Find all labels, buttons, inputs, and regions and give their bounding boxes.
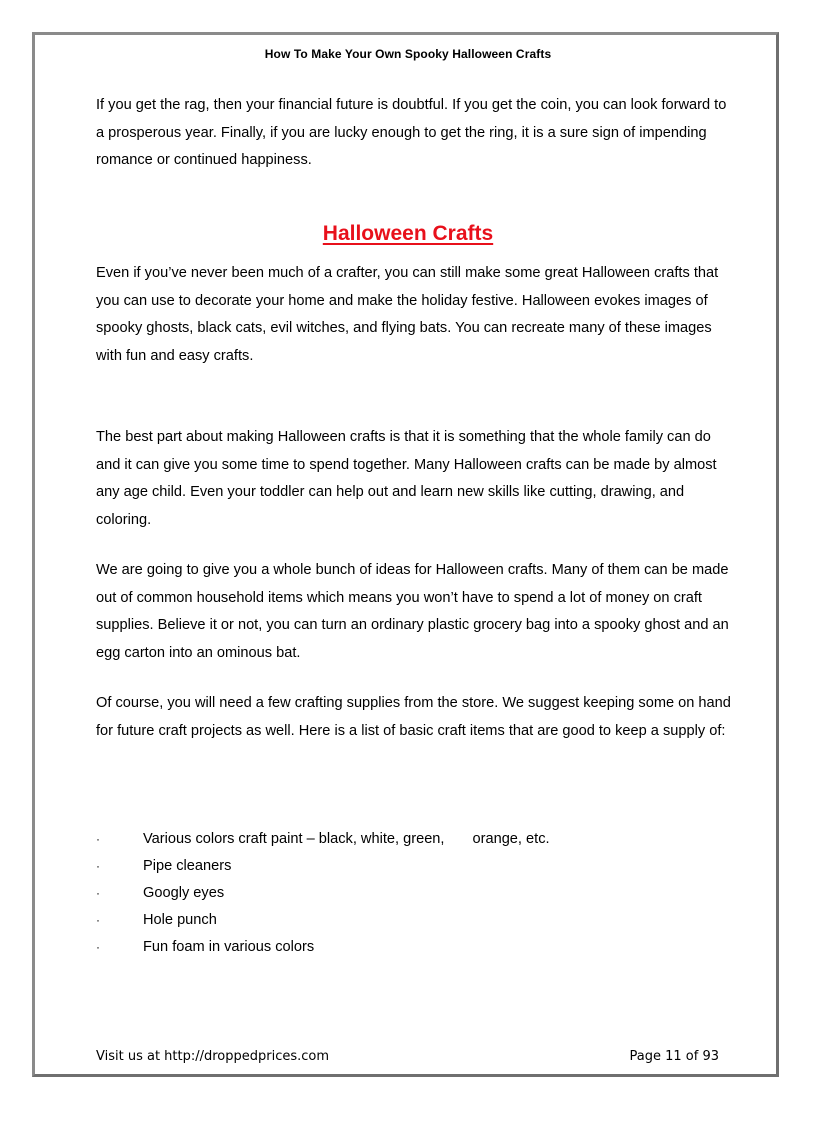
bullet-icon: · (96, 913, 100, 927)
bullet-icon: · (96, 940, 100, 954)
list-item-text: Googly eyes (143, 885, 225, 901)
bullet-icon: · (96, 886, 100, 900)
list-item (96, 880, 736, 907)
running-header: How To Make Your Own Spooky Halloween Crafts (264, 47, 552, 61)
body-paragraph-3: We are going to give you a whole bunch of ideas for Halloween crafts. Many of them can be made out of common household items which means you won’t have to spend a lot of money on craft supplies. Believe it or not, you can turn an ordinary plastic grocery bag into a spooky ghost and an egg carton into an ominous bat. (96, 562, 729, 661)
list-item-text: Various colors craft paint – black, white, green, (143, 831, 445, 847)
list-item (96, 907, 736, 934)
footer-page-number: Page 11 of 93 (629, 1049, 719, 1064)
body-paragraph-2: The best part about making Halloween crafts is that it is something that the whole family can do and it can give you some time to spend together. Many Halloween crafts can be made by almost any age child. Even your toddler can help out and learn new skills like cutting, drawing, and coloring. (96, 429, 717, 528)
footer-site-link: Visit us at http://droppedprices.com (96, 1049, 330, 1064)
list-item (96, 934, 736, 961)
list-item-continuation: orange, etc. (472, 831, 550, 847)
bullet-icon: · (96, 832, 100, 846)
list-item-text: Pipe cleaners (143, 858, 232, 874)
section-heading: Halloween Crafts (322, 222, 494, 245)
list-item-text: Fun foam in various colors (143, 939, 315, 955)
body-paragraph-1: Even if you’ve never been much of a crafter, you can still make some great Halloween crafts that you can use to decorate your home and make the holiday festive. Halloween evokes images of spooky ghosts, black cats, evil witches, and flying bats. You can recreate many of these images with fun and easy crafts. (96, 265, 719, 364)
list-item-text: Hole punch (143, 912, 217, 928)
list-item (96, 853, 736, 880)
supplies-list (96, 826, 736, 961)
intro-paragraph: If you get the rag, then your financial future is doubtful. If you get the coin, you can look forward to a prosperous year. Finally, if you are lucky enough to get the ring, it is a sure sign of impending romance or continued happiness. (96, 97, 727, 169)
body-paragraph-4: Of course, you will need a few crafting supplies from the store. We suggest keeping some on hand for future craft projects as well. Here is a list of basic craft items that are good to keep a supply of: (96, 695, 731, 739)
bullet-icon: · (96, 859, 100, 873)
list-item (96, 826, 736, 853)
